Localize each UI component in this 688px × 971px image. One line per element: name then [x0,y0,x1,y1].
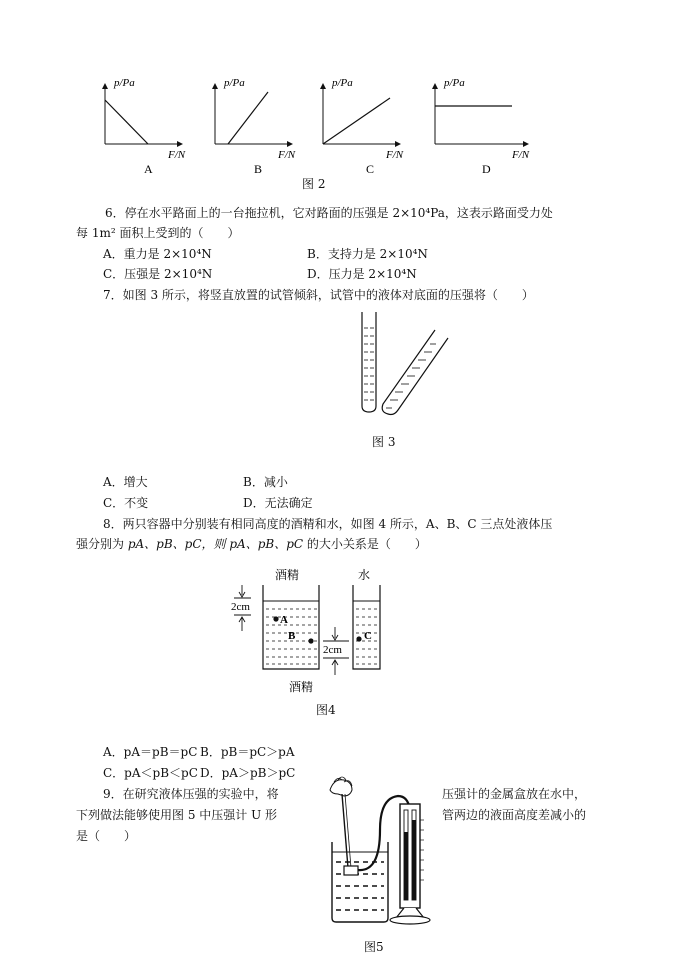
graph-c-xlabel: F/N [386,149,404,161]
alcohol-container [263,567,319,694]
figure-3-caption: 图 3 [372,435,396,449]
graph-d [435,77,530,176]
graph-b-xlabel: F/N [278,149,296,161]
q7-option-d: D．无法确定 [243,496,313,510]
q6-line2: 每 1m² 面积上受到的（ ） [76,226,240,240]
water-container [353,567,380,669]
q6-option-a: A．重力是 2×10⁴N [103,247,212,261]
graph-c-line [323,98,390,144]
point-a-label: A [280,614,288,626]
q9-right-line1: 压强计的金属盒放在水中， [442,787,587,801]
tilted-tube [382,330,448,415]
figure-4-containers [225,565,395,697]
water-top-label: 水 [358,568,371,582]
q6-option-b: B．支持力是 2×10⁴N [307,247,428,261]
q8-line1: 8．两只容器中分别装有相同高度的酒精和水，如图 4 所示，A、B、C 三点处液体压 [103,517,553,531]
graph-a [105,77,186,176]
vertical-tube [362,312,376,412]
q7-option-b: B．减小 [243,475,288,489]
graph-a-line [105,100,148,144]
q7-option-c: C．不变 [103,496,149,510]
dimension-middle [323,627,349,675]
graph-d-label: D [482,162,491,176]
graph-b-ylabel: p/Pa [224,77,245,89]
figure-2-caption: 图 2 [302,177,326,191]
graph-c [323,77,404,176]
graph-d-xlabel: F/N [512,149,530,161]
q9-left-line1: 9．在研究液体压强的实验中，将 [103,787,279,801]
figure-5-caption: 图5 [364,940,384,954]
graph-b [215,77,296,176]
dimension-left [231,585,251,631]
q9-right-line2: 管两边的液面高度差减小的 [442,808,587,822]
hand-icon [330,777,352,796]
graph-c-ylabel: p/Pa [332,77,353,89]
graph-d-ylabel: p/Pa [444,77,465,89]
graph-a-ylabel: p/Pa [114,77,135,89]
point-c-marker [356,636,361,641]
q7-option-a: A．增大 [103,475,148,489]
q8-option-b: B．pB＝pC＞pA [200,745,295,759]
graph-a-label: A [144,162,153,176]
q8-option-c: C．pA＜pB＜pC [103,766,198,780]
point-b-label: B [288,630,296,642]
alcohol-top-label: 酒精 [275,568,300,582]
u-tube-gauge [390,804,430,924]
figure-5-pressure-gauge [320,770,440,928]
q8-line2-pre: 强分别为 [76,537,128,551]
q6-line1: 6．停在水平路面上的一台拖拉机，它对路面的压强是 2×10⁴Pa，这表示路面受力处 [105,206,553,220]
q9-left-line3: 是（ ） [76,829,137,843]
point-b-marker [308,638,313,643]
q7-line1: 7．如图 3 所示，将竖直放置的试管倾斜，试管中的液体对底面的压强将（ ） [103,288,534,302]
q9-left-line2: 下列做法能够使用图 5 中压强计 U 形 [76,808,278,822]
figure-4-caption: 图4 [316,703,336,717]
point-a-marker [273,616,278,621]
graph-c-label: C [366,162,375,176]
q6-option-c: C．压强是 2×10⁴N [103,267,213,281]
beaker [332,842,388,922]
metal-box [344,866,358,875]
q8-option-a: A．pA＝pB＝pC [103,745,198,759]
q8-line2-post: 的大小关系是（ ） [303,537,427,551]
alcohol-bottom-label: 酒精 [289,680,314,694]
figure-2-graphs [90,72,550,182]
dimension-middle-label: 2cm [323,644,342,656]
q6-option-d: D．压力是 2×10⁴N [307,267,417,281]
figure-3-test-tubes [350,308,460,420]
graph-a-xlabel: F/N [168,149,186,161]
q8-option-d: D．pA＞pB＞pC [200,766,296,780]
q8-line2-vars: pA、pB、pC，则 pA、pB、pC [127,537,304,551]
graph-b-label: B [254,162,263,176]
point-c-label: C [364,630,372,642]
graph-b-line [228,92,268,144]
q8-line2 [76,536,427,552]
dimension-left-label: 2cm [231,601,250,613]
